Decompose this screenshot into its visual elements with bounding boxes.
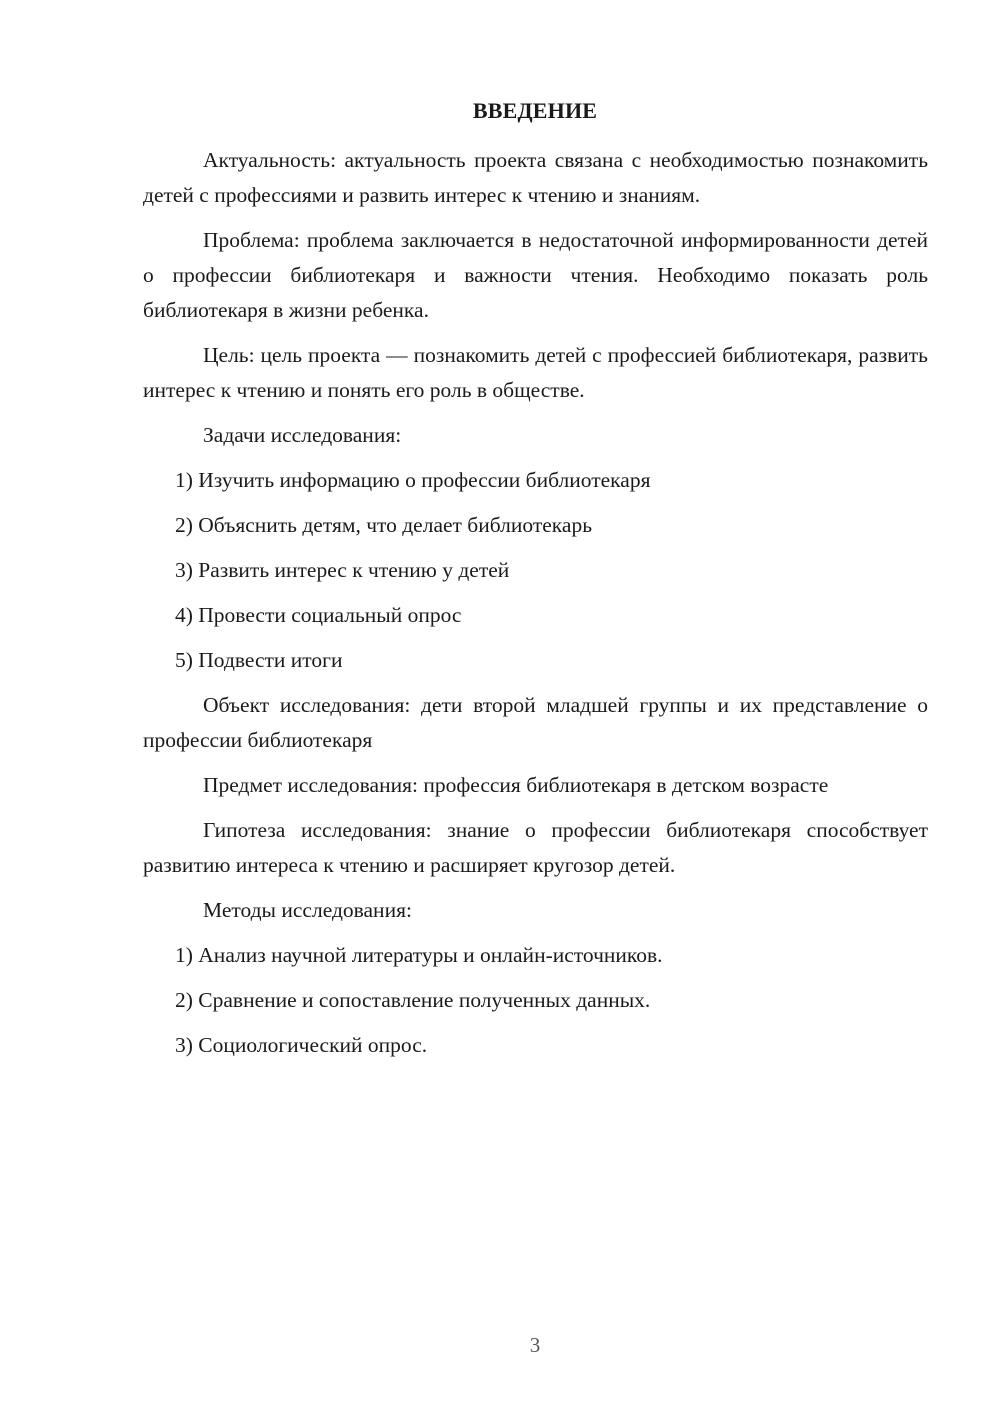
list-item: 4) Провести социальный опрос xyxy=(175,603,462,627)
introduction-body xyxy=(143,143,928,1073)
list-item: 3) Социологический опрос. xyxy=(175,1033,428,1057)
hypothesis-paragraph: Гипотеза исследования: знание о профессии библиотекаря способствует развитию интереса к чтению и расширяет кругозор детей. xyxy=(143,818,928,877)
methods-list xyxy=(143,938,928,1063)
tasks-title: Задачи исследования: xyxy=(203,423,402,447)
list-item: 2) Объяснить детям, что делает библиотекарь xyxy=(175,513,593,537)
problem-paragraph: Проблема: проблема заключается в недостаточной информированности детей о профессии библиотекаря и важности чтения. Необходимо показать роль библиотекаря в жизни ребенка. xyxy=(143,228,928,322)
list-item: 1) Анализ научной литературы и онлайн-источников. xyxy=(175,943,663,967)
tasks-list xyxy=(143,463,928,678)
list-item: 5) Подвести итоги xyxy=(175,648,343,672)
page-number: 3 xyxy=(529,1333,541,1357)
object-paragraph: Объект исследования: дети второй младшей группы и их представление о профессии библиотекаря xyxy=(143,693,928,752)
section-heading: ВВЕДЕНИЕ xyxy=(472,98,598,123)
list-item: 1) Изучить информацию о профессии библиотекаря xyxy=(175,468,651,492)
list-item: 3) Развить интерес к чтению у детей xyxy=(175,558,510,582)
list-item: 2) Сравнение и сопоставление полученных данных. xyxy=(175,988,651,1012)
methods-title: Методы исследования: xyxy=(203,898,412,922)
subject-paragraph: Предмет исследования: профессия библиотекаря в детском возрасте xyxy=(203,773,829,797)
goal-paragraph: Цель: цель проекта — познакомить детей с профессией библиотекаря, развить интерес к чтению и понять его роль в обществе. xyxy=(143,343,928,402)
relevance-paragraph: Актуальность: актуальность проекта связана с необходимостью познакомить детей с профессиями и развить интерес к чтению и знаниям. xyxy=(143,148,928,207)
